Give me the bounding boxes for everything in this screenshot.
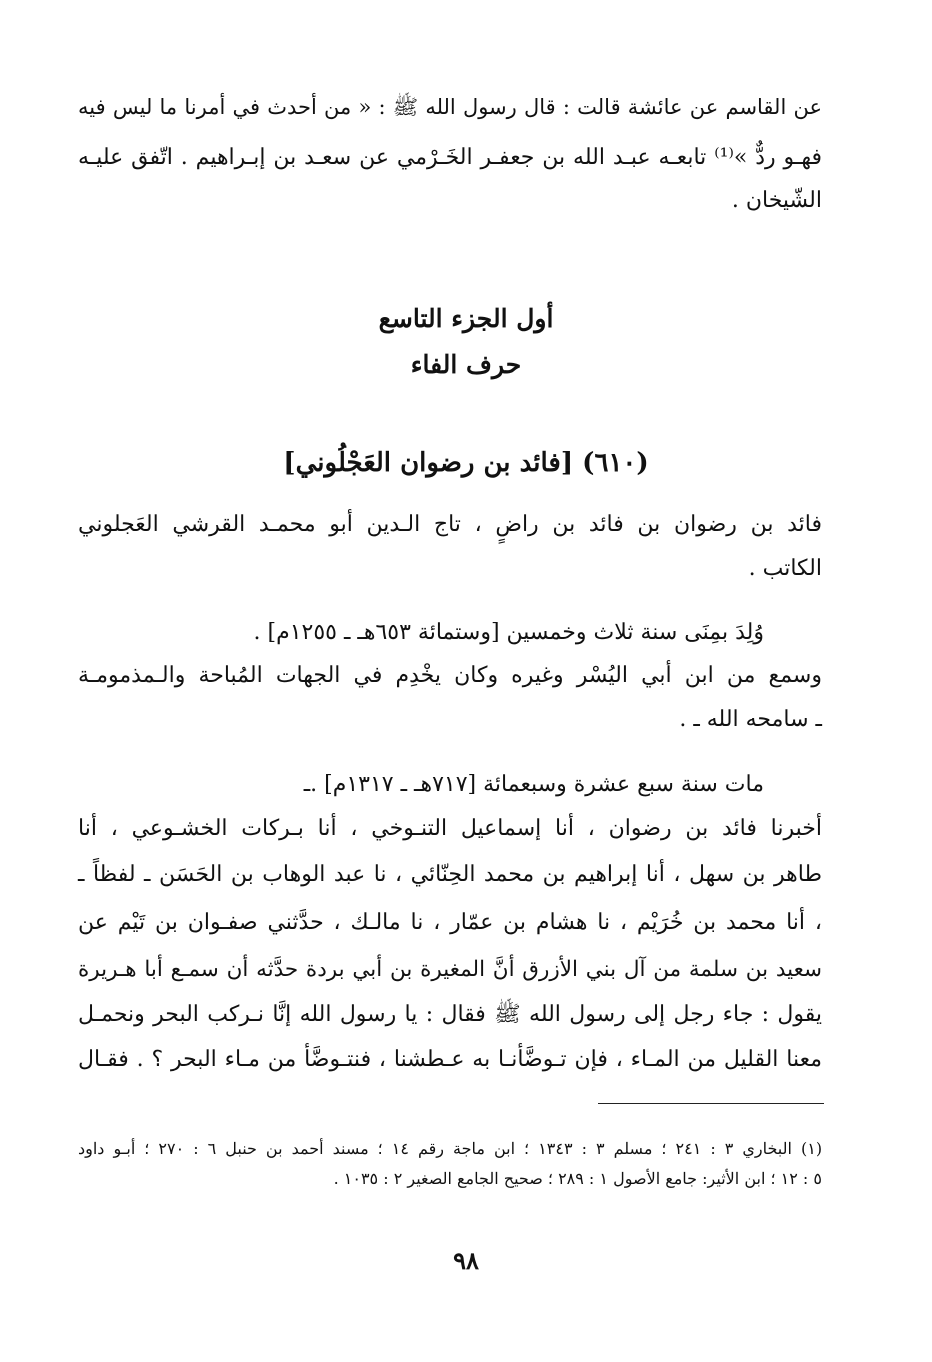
entry-name-line-1: فائد بن رضوان بن فائد بن راضٍ ، تاج الـدين أبو محمـد القرشي العَجلوني (78, 512, 822, 537)
heard-line-2: ـ سامحه الله ـ . (679, 707, 822, 732)
heard-line-1: وسمع من ابن أبي اليُسْر وغيره وكان يخْدِم في الجهات المُباحة والـمذمومـة (78, 663, 822, 688)
hadith-line-1: أخبرنا فائد بن رضوان ، أنا إسماعيل التنـوخي ، أنا بـركات الخشـوعي ، أنا (78, 816, 822, 841)
part-heading: أول الجزء التاسع (378, 304, 554, 333)
top-paragraph-line-2: فهـو ردٌّ »⁽¹⁾ تابعـه عبـد الله بن جعفـر الخَـرْمي عن سعـد بن إبـراهيم . اتّفق عليـه (78, 145, 822, 170)
footnote-separator (598, 1103, 824, 1104)
hadith-line-4: سعيد بن سلمة من آل بني الأزرق أنَّ المغيرة بن أبي بردة حدَّثه أن سمـع أبا هـريرة (78, 957, 822, 982)
entry-title: (٦١٠) [فائد بن رضوان العَجْلُوني] (283, 448, 649, 478)
hadith-line-3: ، أنا محمد بن خُرَيْم ، نا هشام بن عمّار ، نا مالـك ، حدَّثني صفـوان بن تَيْم عن (78, 910, 822, 935)
top-paragraph-line-3: الشّيخان . (731, 188, 822, 213)
entry-name-line-2: الكاتب . (748, 556, 822, 581)
footnote-line-2: ٥ : ١٢ ؛ ابن الأثير: جامع الأصول ١ : ٢٨٩ ؛ صحيح الجامع الصغير ٢ : ١٠٣٥ . (333, 1169, 822, 1188)
birth-line: وُلِدَ بمِنَى سنة ثلاث وخمسين [وستمائة ٦٥٣هـ ـ ١٢٥٥م] . (253, 620, 764, 645)
section-heading: حرف الفاء (410, 350, 522, 379)
hadith-line-2: طاهر بن سهل ، أنا إبراهيم بن محمد الحِنّائي ، نا عبد الوهاب بن الحَسَن ـ لفظاً ـ (78, 862, 822, 887)
death-line: مات سنة سبع عشرة وسبعمائة [٧١٧هـ ـ ١٣١٧م] .ـ (303, 772, 764, 797)
page-number: ٩٨ (453, 1246, 479, 1275)
hadith-line-5: يقول : جاء رجل إلى رسول الله ﷺ فقال : يا رسول الله إنَّا نـركب البحر ونحمـل (78, 1002, 822, 1027)
hadith-line-6: معنا القليل من المـاء ، فإن تـوضَّأنـا به عـطشنا ، فنتـوضَّأ من مـاء البحر ؟ . فقـال (78, 1047, 822, 1072)
top-paragraph-line-1: عن القاسم عن عائشة قالت : قال رسول الله ﷺ : « من أحدث في أمرنا ما ليس فيه (78, 95, 822, 119)
footnote-line-1: (١) البخاري ٣ : ٢٤١ ؛ مسلم ٣ : ١٣٤٣ ؛ ابن ماجة رقم ١٤ ؛ مسند أحمد بن حنبل ٦ : ٢٧٠ ؛ أبـو داود (78, 1139, 823, 1158)
